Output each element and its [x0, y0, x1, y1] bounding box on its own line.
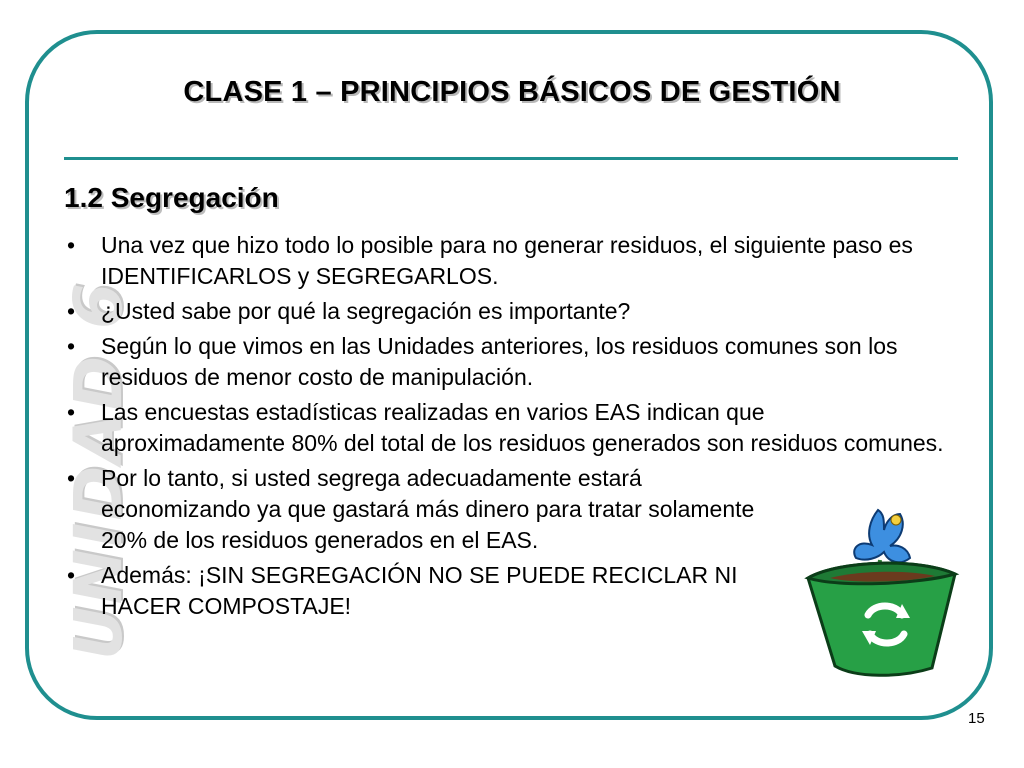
bullet-item: • Según lo que vimos en las Unidades anteriores, los residuos comunes son los residuos de menor costo de manipulación.: [64, 331, 944, 393]
flower-icon: [854, 510, 910, 562]
recycling-bin-icon: [808, 563, 955, 675]
bullet-item: • ¿Usted sabe por qué la segregación es importante?: [64, 296, 944, 327]
section-heading: 1.2 Segregación: [64, 182, 279, 213]
bullet-item: • Por lo tanto, si usted segrega adecuadamente estará economizando ya que gastará más dinero para tratar solamente 20% de los residuos generados en el EAS.: [64, 463, 791, 556]
recycling-bin-with-flower-icon: [800, 500, 960, 680]
unit-side-label: UNIDAD 6: [60, 281, 137, 660]
title-divider: [64, 157, 958, 160]
bullet-item: • Las encuestas estadísticas realizadas en varios EAS indican que aproximadamente 80% del total de los residuos generados son residuos comunes.: [64, 397, 944, 459]
bullet-item: • Una vez que hizo todo lo posible para no generar residuos, el siguiente paso es IDENTIFICARLOS y SEGREGARLOS.: [64, 230, 944, 292]
slide-title: CLASE 1 – PRINCIPIOS BÁSICOS DE GESTIÓN: [183, 76, 841, 108]
bullet-item: • Además: ¡SIN SEGREGACIÓN NO SE PUEDE RECICLAR NI HACER COMPOSTAJE!: [64, 560, 791, 622]
page-number: 15: [968, 710, 985, 727]
